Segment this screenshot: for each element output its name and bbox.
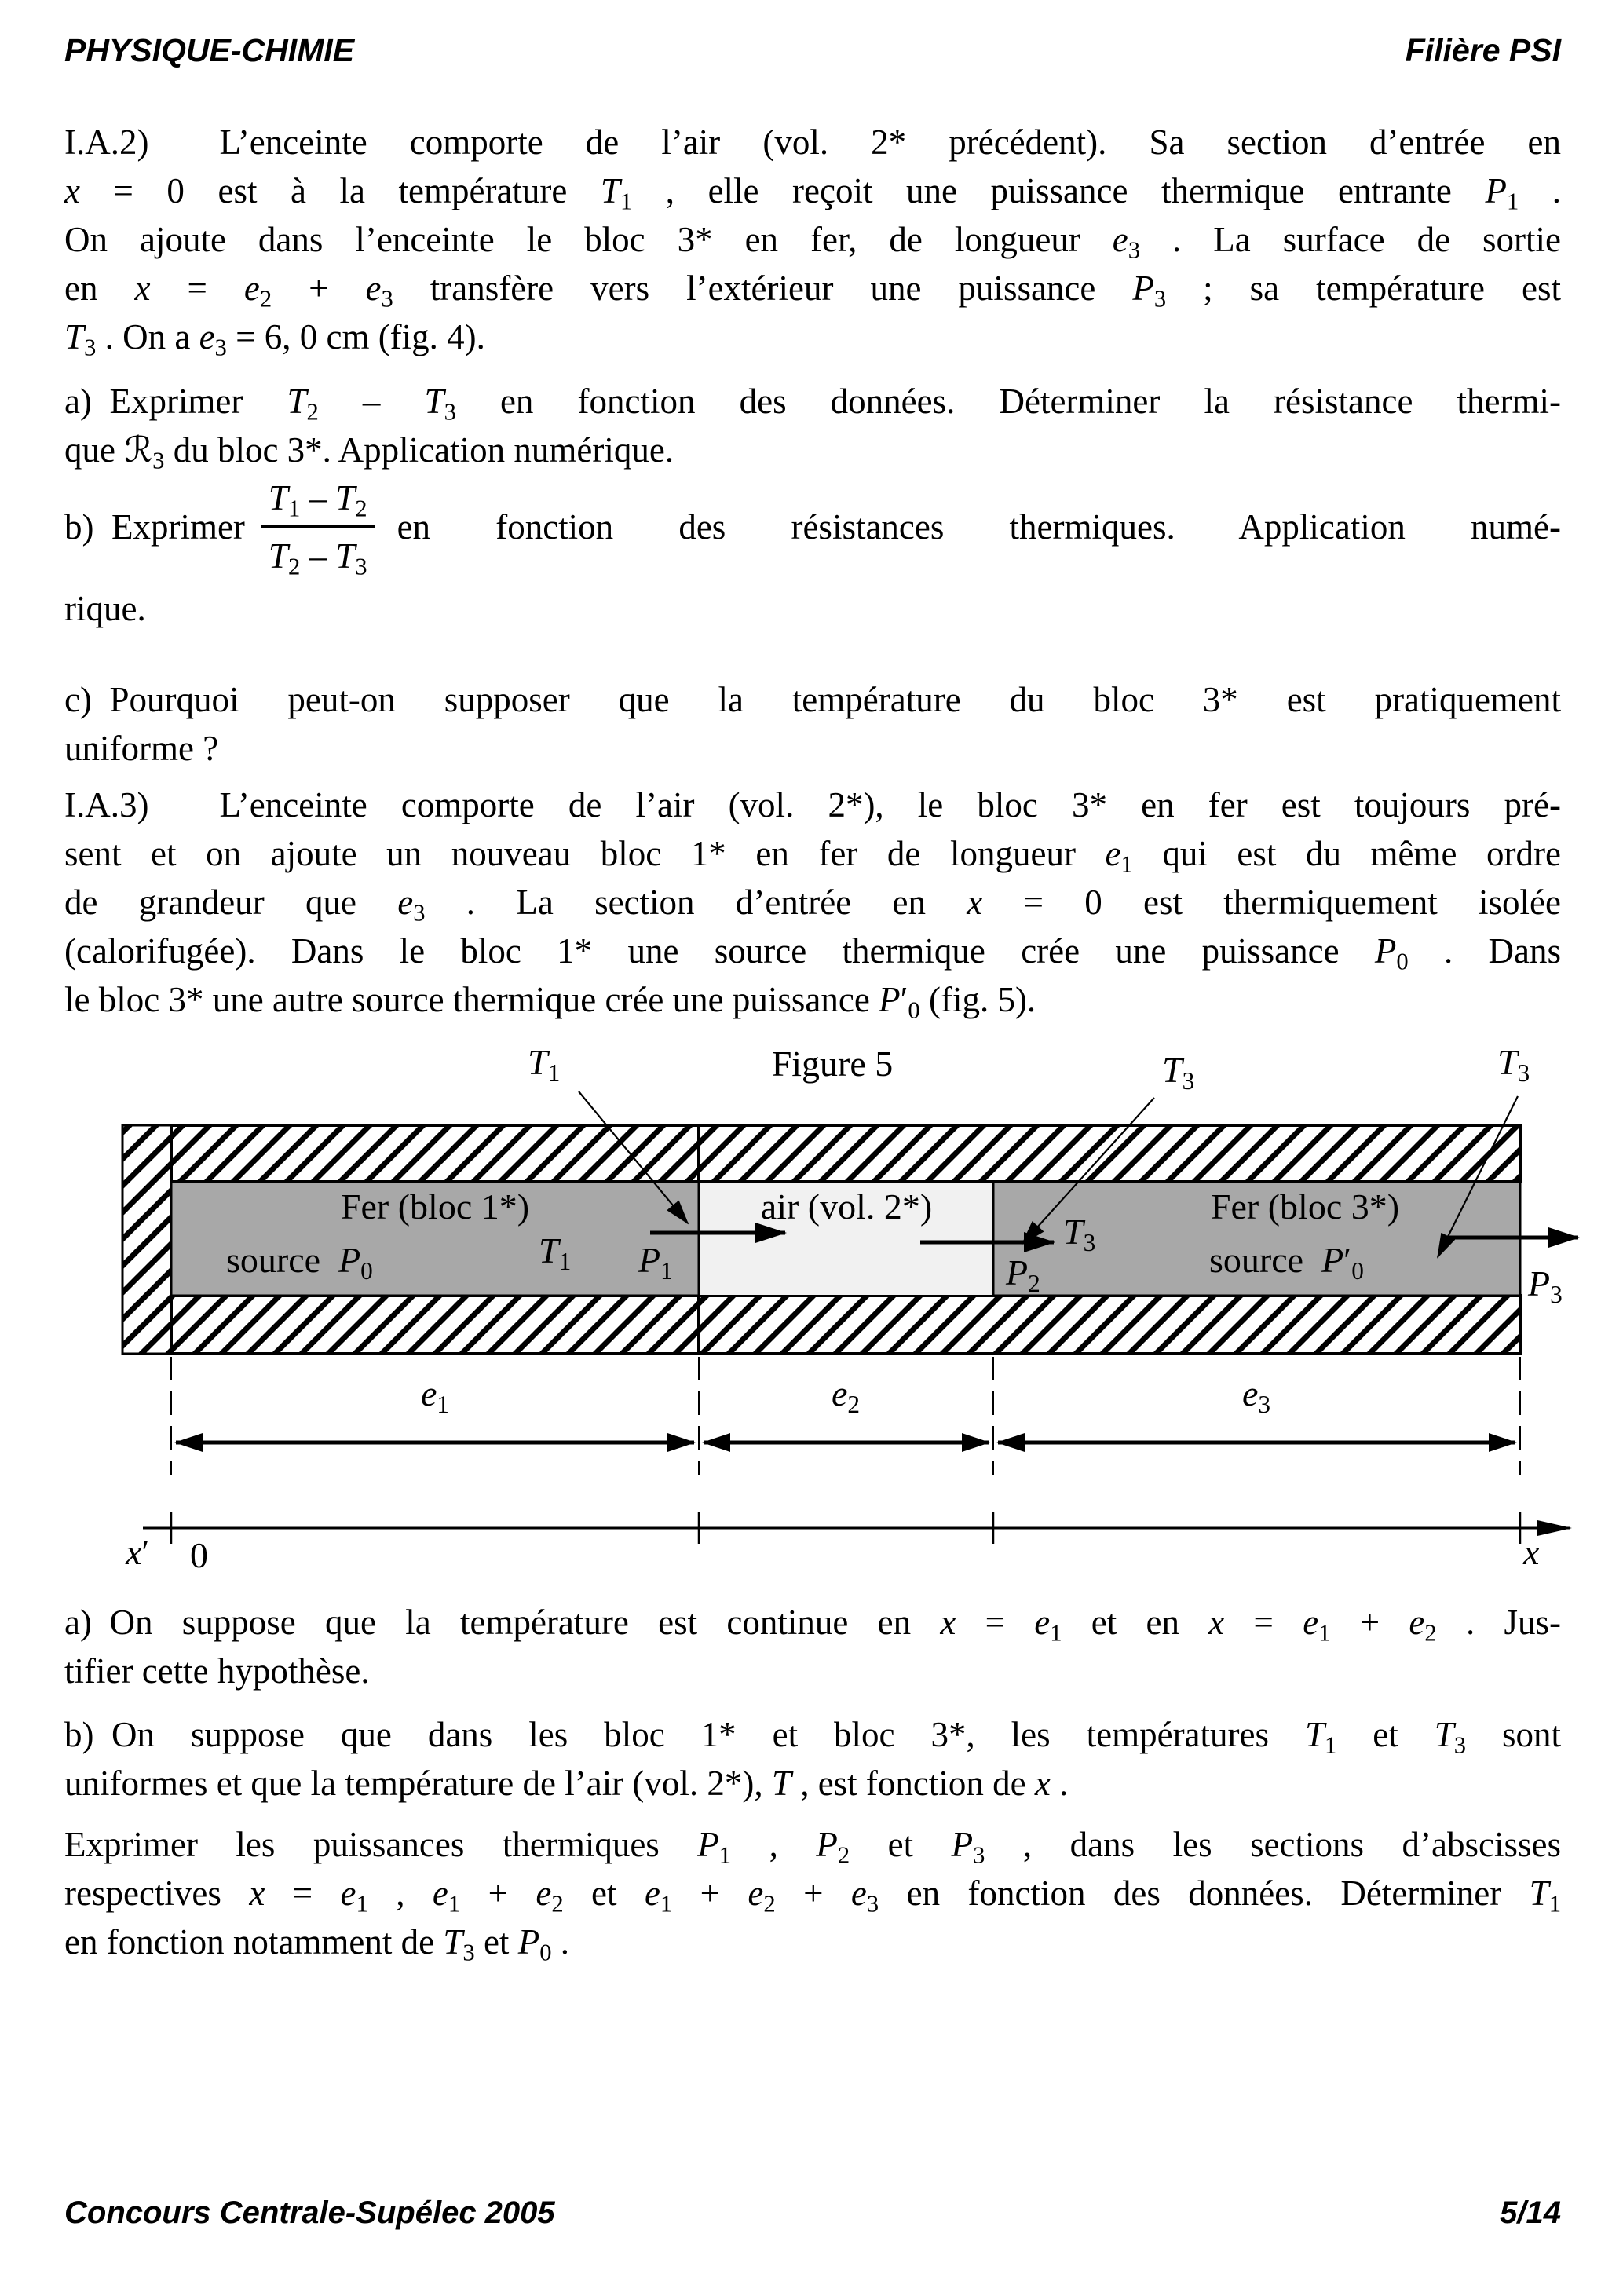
figure-label-fer1: Fer (bloc 1*): [340, 1186, 530, 1227]
bottom-wall-right: [699, 1296, 1520, 1354]
filiere-label: Filière PSI: [1405, 32, 1561, 68]
figure-label-air: air (vol. 2*): [760, 1186, 933, 1227]
figure-label-x-prime: x′: [126, 1532, 150, 1572]
text-line: uniformes et que la température de l’air (vol. 2*), T , est fonction de x .: [64, 1764, 1069, 1803]
figure-label-t3-right: $T_3$: [1497, 1042, 1530, 1087]
text-line: que ℛ$_3$ du bloc 3*. Application numérique.: [64, 429, 674, 474]
figure-label-e3: $e_3$: [1241, 1373, 1271, 1418]
text-line: On ajoute dans l’enceinte le bloc 3* en fer, de longueur $e_3$ . La surface de sortie: [64, 220, 1561, 264]
figure-label-t1-top: $T_1$: [528, 1042, 561, 1087]
paragraph-ia2: [64, 118, 1561, 361]
text-line: en $x = e_2 + e_3$ transfère vers l’extérieur une puissance $P_3$ ; sa température est: [64, 269, 1561, 313]
text-line: (calorifugée). Dans le bloc 1* une source thermique crée une puissance $P_0$ . Dans: [64, 931, 1561, 975]
b1-suffix: en fonction des résistances thermiques. Application numé-: [397, 507, 1561, 547]
figure-label-fer3: Fer (bloc 3*): [1210, 1186, 1400, 1227]
text-line: $T_3$ . On a $e_3 = 6$, 0 cm (fig. 4).: [64, 317, 485, 361]
text-line: tifier cette hypothèse.: [64, 1651, 370, 1691]
paragraph-b2: [64, 1710, 1561, 1808]
text-line: c) Pourquoi peut-on supposer que la température du bloc 3* est pratiquement: [64, 680, 1561, 719]
paragraph-c1: [64, 675, 1561, 773]
bottom-wall-left: [171, 1296, 699, 1354]
figure-label-origin: 0: [190, 1535, 208, 1575]
figure-label-p1: $P_1$: [638, 1240, 673, 1285]
document-title: PHYSIQUE-CHIMIE: [64, 32, 355, 68]
text-line: I.A.2) L’enceinte comporte de l’air (vol. 2* précédent). Sa section d’entrée en: [64, 122, 1561, 162]
fraction-t1t2-over-t2t3: [261, 477, 375, 580]
paragraph-a2: [64, 1598, 1561, 1695]
text-line: b) On suppose que dans les bloc 1* et bloc 3*, les températures $T_1$ et $T_3$ sont: [64, 1715, 1561, 1759]
paragraph-b1-continuation: [64, 584, 1561, 633]
figure-label-e1: $e_1$: [420, 1373, 450, 1418]
fraction-denominator: $T_2 - T_3$: [268, 536, 367, 580]
top-wall-left: [171, 1125, 699, 1182]
figure-label-p3: $P_3$: [1528, 1263, 1563, 1308]
text-line: le bloc 3* une autre source thermique crée une puissance $P'_0$ (fig. 5).: [64, 980, 1036, 1024]
text-line: rique.: [64, 589, 146, 628]
figure-label-x: x: [1523, 1532, 1540, 1572]
text-line: Exprimer les puissances thermiques $P_1$ , $P_2$ et $P_3$ , dans les sections d’abscisses: [64, 1825, 1561, 1869]
text-line: a) Exprimer $T_2 - T_3$ en fonction des données. Déterminer la résistance thermi-: [64, 382, 1562, 426]
paragraph-exprimer: [64, 1820, 1561, 1966]
figure-5-diagram: [0, 1036, 1623, 1596]
text-line: I.A.3) L’enceinte comporte de l’air (vol. 2*), le bloc 3* en fer est toujours pré-: [64, 785, 1561, 824]
left-wall-hatched: [122, 1125, 171, 1354]
b1-prefix: b) Exprimer: [64, 507, 245, 547]
page-number: 5/14: [1500, 2195, 1561, 2230]
text-line: x = 0 est à la température $T_1$ , elle reçoit une puissance thermique entrante $P_1$ .: [64, 171, 1562, 215]
figure-label-t1-inside: $T_1$: [539, 1230, 572, 1275]
figure-label-p2: $P_2$: [1006, 1252, 1040, 1297]
text-line: sent et on ajoute un nouveau bloc 1* en fer de longueur $e_1$ qui est du même ordre: [64, 834, 1562, 878]
text-line: uniforme ?: [64, 729, 219, 768]
figure-title: Figure 5: [771, 1044, 894, 1084]
figure-label-source-p0: source $P_0$: [226, 1240, 373, 1285]
text-line: respectives $x = e_1$ , $e_1 + e_2$ et $e_1 + e_2 + e_3$ en fonction des données. Déterminer $T_1$: [64, 1874, 1561, 1918]
paragraph-a1: [64, 377, 1561, 474]
figure-label-t3-mid: $T_3$: [1162, 1050, 1195, 1095]
text-line: de grandeur que $e_3$ . La section d’entrée en x = 0 est thermiquement isolée: [64, 883, 1561, 927]
top-wall-right: [699, 1125, 1520, 1182]
figure-label-e2: $e_2$: [831, 1373, 861, 1418]
paragraph-ia3: [64, 781, 1561, 1024]
text-line: a) On suppose que la température est continue en $x = e_1$ et en $x = e_1 + e_2$ . Jus-: [64, 1603, 1561, 1647]
text-line: en fonction notamment de $T_3$ et $P_0$ .: [64, 1922, 569, 1966]
paragraph-b1-fraction-line: [64, 477, 1561, 580]
footer-credit: Concours Centrale-Supélec 2005: [64, 2195, 555, 2230]
figure-label-t3-inside: $T_3$: [1063, 1212, 1096, 1256]
figure-label-source-p0-prime: source $P'_0$: [1209, 1240, 1364, 1285]
fraction-numerator: $T_1 - T_2$: [261, 477, 375, 528]
